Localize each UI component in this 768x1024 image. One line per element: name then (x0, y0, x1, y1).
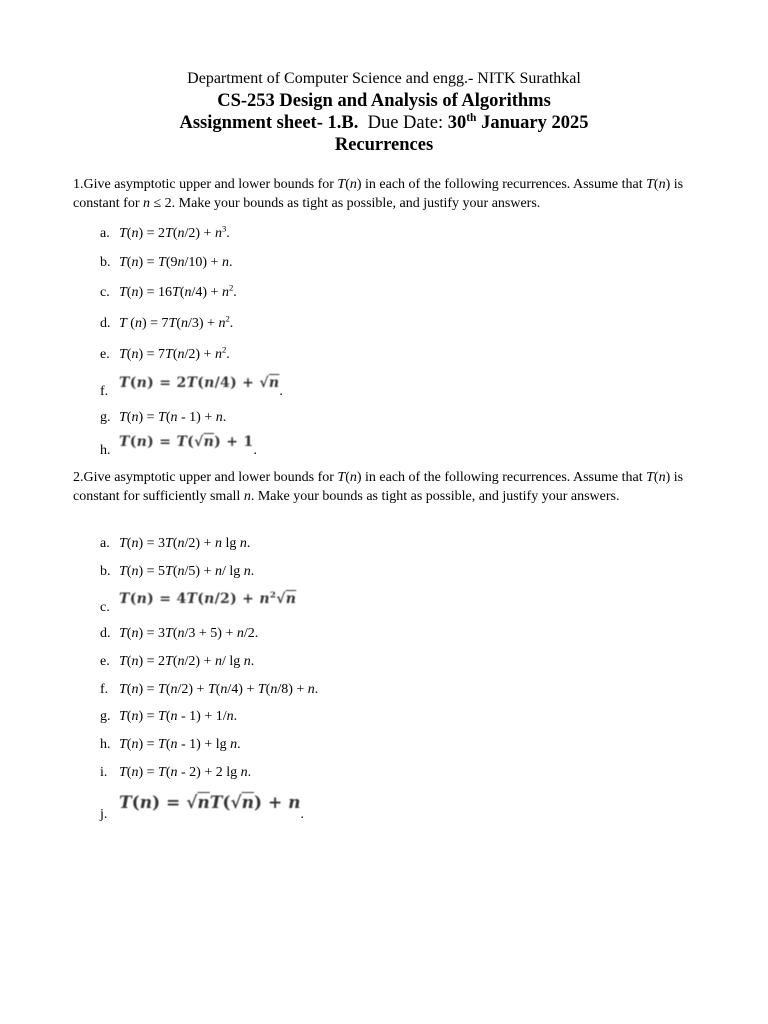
q1-item-e: e. $T(n) = 7T(n/2) + n^2$. (100, 344, 230, 362)
q2-item-f: f. T(n) = T(n/2) + T(n/4) + T(n/8) + n. (100, 682, 319, 697)
q2-item-c-formula-image: $T(n) = 4T(n/2) + n^2√n$ (119, 590, 297, 607)
due-day: 30 (447, 113, 467, 133)
q2-item-j: j.T(n) = √nT(√n) + n. (100, 793, 305, 822)
q1-item-h-formula-image: T(n) = T(√n) + 1 (119, 434, 254, 450)
sheet-title: Assignment sheet- 1.B. (179, 113, 359, 133)
q2-item-a: a. T(n) = 3T(n/2) + n lg n. (100, 536, 251, 551)
q2-item-d: d. T(n) = 3T(n/3 + 5) + n/2. (100, 626, 259, 641)
department-line: Department of Computer Science and engg.- NITK Surathkal (187, 70, 581, 87)
q2-item-i: i. T(n) = T(n - 2) + 2 lg n. (100, 765, 252, 780)
due-month-year: January 2025 (481, 113, 589, 133)
q2-item-h: h. T(n) = T(n - 1) + lg n. (100, 737, 241, 752)
q1-item-b: b. T(n) = T(9n/10) + n. (100, 255, 233, 270)
question-2-text: 2.Give asymptotic upper and lower bounds for T(n) in each of the following recurrences. Assume that T(n) is constant for sufficiently small n. Make your bounds as tight as possible, and justify your answers. (73, 470, 684, 504)
q1-item-h: h.T(n) = T(√n) + 1. (100, 434, 257, 458)
q1-item-g: g. T(n) = T(n - 1) + n. (100, 410, 227, 425)
question-1-text: 1.Give asymptotic upper and lower bounds for T(n) in each of the following recurrences. Assume that T(n) is constant for n ≤ 2. Make your bounds as tight as possible, and justify your answers. (73, 177, 684, 211)
q2-item-c: $c.T(n) = 4T(n/2) + n^2√n$ (100, 590, 297, 615)
due-day-suffix: th (466, 111, 477, 124)
document-header (0, 68, 768, 156)
q2-item-e: e. T(n) = 2T(n/2) + n/ lg n. (100, 654, 255, 669)
q1-item-f-formula-image: T(n) = 2T(n/4) + √n (119, 375, 280, 391)
q2-item-b: b. T(n) = 5T(n/5) + n/ lg n. (100, 564, 255, 579)
q1-item-c: c. $T(n) = 16T(n/4) + n^2$. (100, 282, 237, 300)
course-title: CS-253 Design and Analysis of Algorithms (217, 91, 551, 111)
q1-item-d: d. T $(n) = 7T(n/3) + n^2$. (100, 313, 234, 331)
q1-item-a: a. $T(n) = 2T(n/2) + n^3$. (100, 223, 230, 241)
q2-item-j-formula-image: T(n) = √nT(√n) + n (119, 793, 301, 813)
topic-title: Recurrences (334, 135, 434, 155)
sheet-line (0, 112, 768, 134)
q1-item-f: f.T(n) = 2T(n/4) + √n. (100, 375, 283, 399)
due-label: Due Date: (367, 113, 444, 133)
q2-item-g: g. T(n) = T(n - 1) + 1/n. (100, 709, 238, 724)
